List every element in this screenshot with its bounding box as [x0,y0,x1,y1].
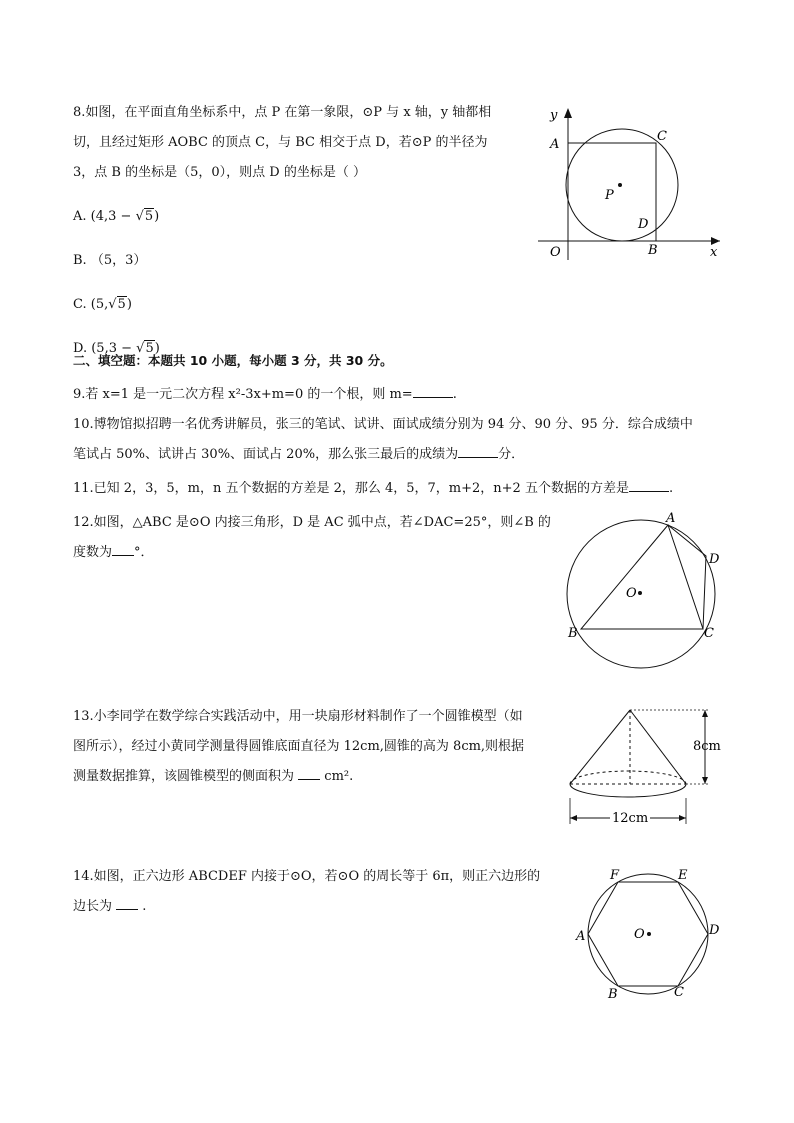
q12-text: 度数为 [73,545,113,560]
label-x: x [710,245,718,260]
arrow-down-icon [702,777,708,784]
answer-blank [458,443,498,458]
q11-period: . [668,481,674,496]
label-p: P [605,188,614,203]
sqrt-icon: √ [135,209,144,224]
sqrt-icon: √ [136,341,145,356]
q8-figure [530,100,730,265]
q14-line-2 [73,892,573,922]
q10-line-2 [73,440,753,470]
label-f: F [610,868,620,883]
q8-option-a-close: ) [154,209,160,224]
arrow-right-icon [679,815,686,821]
q13-figure [562,700,732,830]
question-11 [73,474,673,504]
q8-option-d-radicand: 5 [145,341,154,356]
q8-option-a [73,202,513,232]
x-axis-arrow-icon [711,237,720,245]
label-a: A [550,137,560,152]
label-c: C [674,985,684,1000]
q11-text: 11.已知 2，3，5，m，n 五个数据的方差是 2，那么 4，5，7，m+2，n+2 五个数据的方差是 [73,481,629,496]
label-d: D [638,217,649,232]
arrow-up-icon [702,710,708,717]
q13-line-1: 13.小李同学在数学综合实践活动中，用一块扇形材料制作了一个圆锥模型（如 [73,709,523,724]
label-o: O [626,586,637,601]
q13-line-2: 图所示），经过小黄同学测量得圆锥底面直径为 12cm,圆锥的高为 8cm,则根据 [73,739,525,754]
point-o [647,932,651,936]
q8-option-d-text: D. (5,3 − [73,341,137,356]
q8-option-c-close: ) [126,297,132,312]
q14-line-1: 14.如图，正六边形 ABCDEF 内接于⊙O，若⊙O 的周长等于 6π，则正六边形的 [73,869,541,884]
answer-blank [629,477,669,492]
label-b: B [648,243,658,258]
cone-base-front [570,784,686,797]
question-12 [73,508,573,568]
answer-blank [298,765,320,780]
q10-text: 笔试占 50%、试讲占 30%、面试占 20%，那么张三最后的成绩为 [73,447,459,462]
diameter-label: 12cm [612,811,649,826]
label-o: O [550,245,561,260]
label-c: C [657,129,667,144]
label-o: O [634,927,645,942]
label-a: A [576,929,586,944]
triangle-abc [581,525,703,629]
point-o [638,591,642,595]
q8-option-c-text: C. (5, [73,297,109,312]
height-label: 8cm [693,739,721,754]
question-13 [73,702,563,792]
q13-line-3 [73,762,563,792]
arrow-left-icon [570,815,577,821]
q8-option-a-text: A. (4,3 − [73,209,136,224]
sqrt-icon: √ [108,297,117,312]
point-p [618,183,622,187]
q12-line-2 [73,538,573,568]
q8-line-1: 8.如图，在平面直角坐标系中，点 P 在第一象限，⊙P 与 x 轴，y 轴都相 [73,105,492,120]
label-b: B [568,626,578,641]
q8-option-a-radicand: 5 [144,209,154,224]
question-8 [73,98,513,364]
q9-period: . [452,387,457,402]
q13-text: 测量数据推算，该圆锥模型的侧面积为 [73,769,295,784]
q12-degree: °． [134,545,154,560]
label-b: B [608,987,618,1002]
q9-text: 9.若 x=1 是一元二次方程 x²-3x+m=0 的一个根，则 m= [73,387,413,402]
q8-option-c [73,290,513,320]
answer-blank [112,541,134,556]
label-d: D [709,923,720,938]
q14-text: 边长为 [73,899,113,914]
q10-line-1: 10.博物馆拟招聘一名优秀讲解员，张三的笔试、试讲、面试成绩分别为 94 分、90 分、95 分．综合成绩中 [73,417,693,432]
q8-line-2: 切，且经过矩形 AOBC 的顶点 C，与 BC 相交于点 D，若⊙P 的半径为 [73,135,488,150]
label-y: y [550,108,558,123]
answer-blank [413,383,453,398]
answer-blank [116,895,138,910]
q8-option-d-close: ) [154,341,160,356]
label-e: E [678,868,688,883]
q12-figure [560,508,735,673]
question-9 [73,380,457,410]
q10-unit: 分． [498,447,525,462]
label-c: C [704,626,714,641]
cone-base-back [570,771,686,784]
label-a: A [666,511,676,526]
q12-line-1: 12.如图，△ABC 是⊙O 内接三角形，D 是 AC 弧中点，若∠DAC=25°，则∠B 的 [73,515,551,530]
q8-option-c-radicand: 5 [117,297,126,312]
label-d: D [709,552,720,567]
cone-left-slant [570,710,630,784]
q14-period: . [142,899,147,914]
q14-figure [570,866,730,1006]
question-10 [73,410,753,470]
q8-line-3: 3，点 B 的坐标是（5，0），则点 D 的坐标是（ ） [73,165,366,180]
q8-option-b: B. （5，3） [73,253,147,268]
q13-unit: cm². [324,769,354,784]
question-14 [73,862,573,922]
y-axis-arrow-icon [564,108,572,118]
section-heading: 二、填空题：本题共 10 小题，每小题 3 分，共 30 分。 [73,353,393,368]
